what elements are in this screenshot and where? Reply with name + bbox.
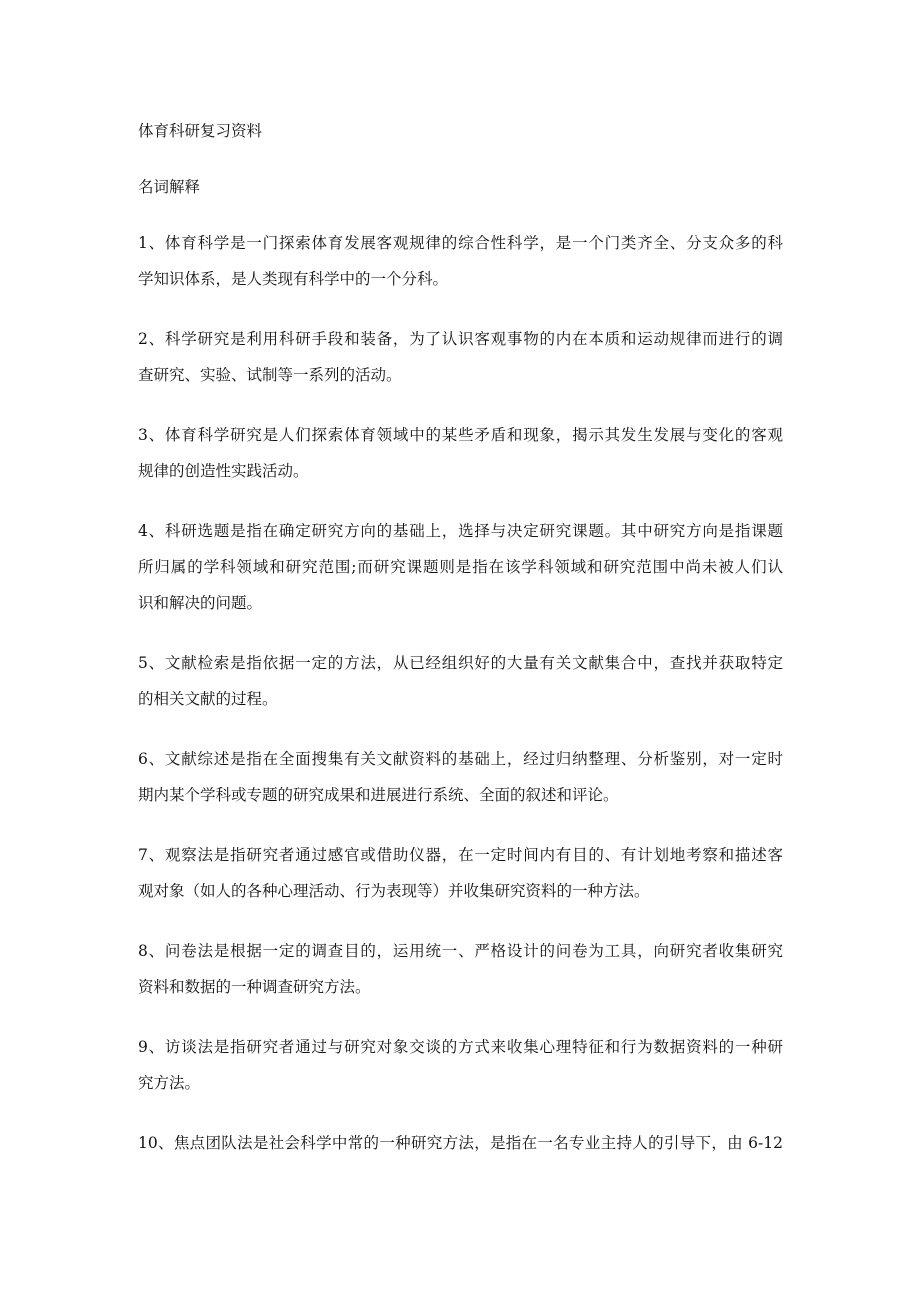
- definition-paragraph: [138, 645, 783, 717]
- paragraph-line: 1、体育科学是一门探索体育发展客观规律的综合性科学，是一个门类齐全、分支众多的科: [138, 234, 783, 252]
- paragraph-line: 识和解决的问题。: [138, 594, 263, 612]
- definition-paragraph: [138, 1029, 783, 1101]
- document-title: 体育科研复习资料: [138, 122, 263, 140]
- definition-paragraph: [138, 933, 783, 1005]
- paragraph-line: 的相关文献的过程。: [138, 690, 278, 708]
- paragraph-line: 查研究、实验、试制等一系列的活动。: [138, 366, 402, 384]
- paragraph-line: 所归属的学科领域和研究范围;而研究课题则是指在该学科领域和研究范围中尚未被人们认: [138, 558, 783, 576]
- paragraph-line: 6、文献综述是指在全面搜集有关文献资料的基础上，经过归纳整理、分析鉴别，对一定时: [138, 750, 783, 768]
- definition-paragraph: [138, 417, 783, 489]
- paragraph-line: 8、问卷法是根据一定的调查目的，运用统一、严格设计的问卷为工具，向研究者收集研究: [138, 942, 783, 960]
- paragraph-line: 资料和数据的一种调查研究方法。: [138, 978, 371, 996]
- definition-paragraph: [138, 321, 783, 393]
- paragraph-line: 规律的创造性实践活动。: [138, 462, 309, 480]
- paragraph-line: 究方法。: [138, 1074, 201, 1092]
- document-page: [138, 113, 783, 1185]
- definition-paragraph: [138, 837, 783, 909]
- paragraph-line: 9、访谈法是指研究者通过与研究对象交谈的方式来收集心理特征和行为数据资料的一种研: [138, 1038, 783, 1056]
- paragraph-line: 4、科研选题是指在确定研究方向的基础上，选择与决定研究课题。其中研究方向是指课题: [138, 522, 783, 540]
- paragraph-line: 7、观察法是指研究者通过感官或借助仪器，在一定时间内有目的、有计划地考察和描述客: [138, 846, 783, 864]
- paragraph-line: 2、科学研究是利用科研手段和装备，为了认识客观事物的内在本质和运动规律而进行的调: [138, 330, 783, 348]
- paragraph-line: 学知识体系，是人类现有科学中的一个分科。: [138, 270, 449, 288]
- definition-paragraph: [138, 1125, 783, 1161]
- paragraph-line: 观对象（如人的各种心理活动、行为表现等）并收集研究资料的一种方法。: [138, 882, 650, 900]
- paragraph-line: 3、体育科学研究是人们探索体育领域中的某些矛盾和现象，揭示其发生发展与变化的客观: [138, 426, 783, 444]
- definition-paragraph: [138, 741, 783, 813]
- paragraph-line: 10、焦点团队法是社会科学中常的一种研究方法，是指在一名专业主持人的引导下，由 6-12: [138, 1134, 783, 1152]
- paragraph-line: 5、文献检索是指依据一定的方法，从已经组织好的大量有关文献集合中，查找并获取特定: [138, 654, 783, 672]
- paragraph-line: 期内某个学科或专题的研究成果和进展进行系统、全面的叙述和评论。: [138, 786, 619, 804]
- definition-paragraph: [138, 513, 783, 621]
- section-heading: 名词解释: [138, 178, 201, 196]
- definition-paragraph: [138, 225, 783, 297]
- definitions-list: [138, 225, 783, 1161]
